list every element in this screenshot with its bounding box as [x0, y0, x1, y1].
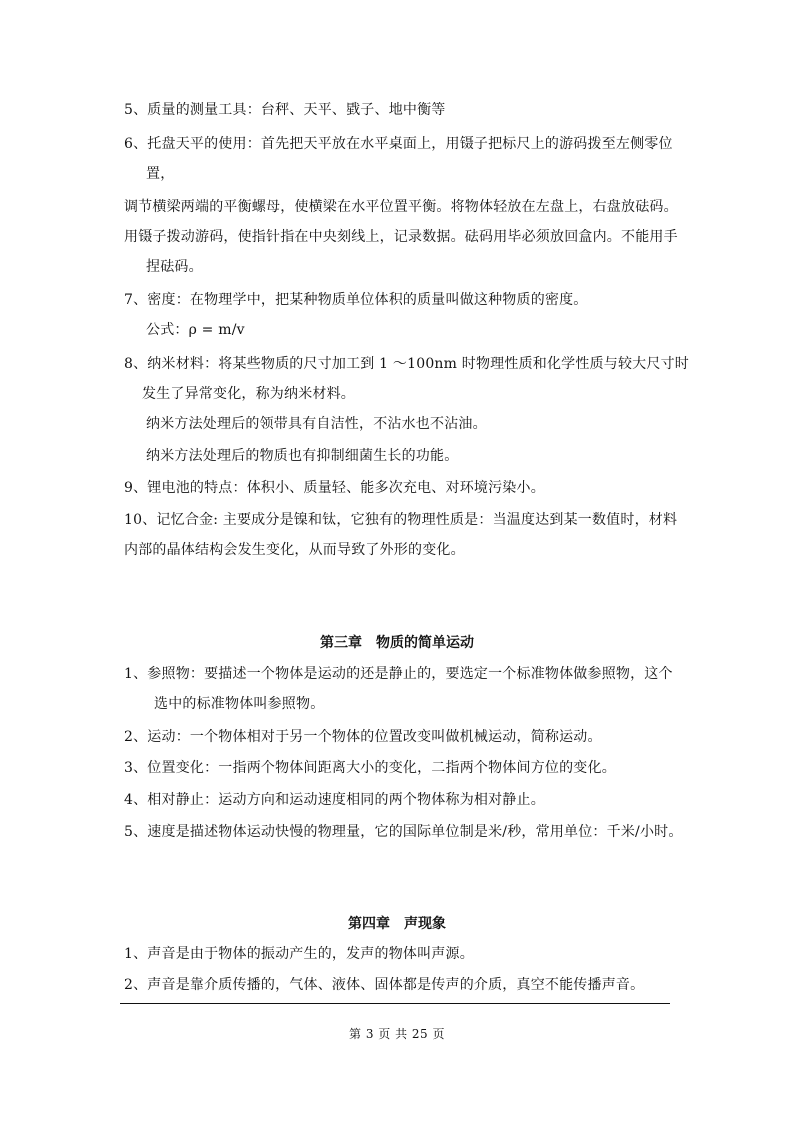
item-10-memory-alloy-line-2: 内部的晶体结构会发生变化，从而导致了外形的变化。 — [124, 542, 465, 558]
ch3-item-1-reference-line-1: 1、参照物：要描述一个物体是运动的还是静止的，要选定一个标准物体做参照物，这个 — [124, 666, 673, 682]
item-9-lithium-battery: 9、锂电池的特点：体积小、质量轻、能多次充电、对环境污染小。 — [124, 480, 545, 496]
page-number: 第 3 页 共 25 页 — [349, 1027, 445, 1041]
ch3-item-3-position-change: 3、位置变化：一指两个物体间距离大小的变化，二指两个物体间方位的变化。 — [124, 760, 616, 776]
footer-divider — [120, 1003, 670, 1004]
item-6-balance-usage-line-3: 调节横梁两端的平衡螺母，使横梁在水平位置平衡。将物体轻放在左盘上，右盘放砝码。 — [124, 199, 678, 215]
chapter-4-title: 第四章 声现象 — [348, 916, 446, 932]
ch4-item-1-sound-source: 1、声音是由于物体的振动产生的，发声的物体叫声源。 — [124, 946, 474, 962]
item-5-measuring-tools: 5、质量的测量工具：台秤、天平、戥子、地中衡等 — [124, 102, 446, 118]
ch3-item-2-motion: 2、运动：一个物体相对于另一个物体的位置改变叫做机械运动，简称运动。 — [124, 729, 602, 745]
item-6-balance-usage-line-1: 6、托盘天平的使用：首先把天平放在水平桌面上，用镊子把标尺上的游码拨至左侧零位 — [124, 136, 673, 152]
item-8-nanomaterials-note-2: 纳米方法处理后的物质也有抑制细菌生长的功能。 — [146, 448, 459, 464]
item-7-density-formula: 公式：ρ = m/v — [146, 322, 245, 338]
item-10-memory-alloy-line-1: 10、记忆合金: 主要成分是镍和钛，它独有的物理性质是：当温度达到某一数值时，材料 — [124, 512, 678, 528]
ch3-item-1-reference-line-2: 选中的标准物体叫参照物。 — [154, 696, 325, 712]
item-6-balance-usage-line-5: 捏砝码。 — [146, 259, 203, 275]
ch3-item-4-relative-rest: 4、相对静止：运动方向和运动速度相同的两个物体称为相对静止。 — [124, 792, 545, 808]
item-7-density: 7、密度：在物理学中，把某种物质单位体积的质量叫做这种物质的密度。 — [124, 292, 588, 308]
ch4-item-2-sound-medium: 2、声音是靠介质传播的，气体、液体、固体都是传声的介质，真空不能传播声音。 — [124, 977, 645, 993]
item-8-nanomaterials-line-1: 8、纳米材料：将某些物质的尺寸加工到 1 ～100nm 时物理性质和化学性质与较大尺寸时 — [124, 356, 689, 372]
item-6-balance-usage-line-2: 置， — [146, 166, 175, 182]
item-8-nanomaterials-line-2: 发生了异常变化，称为纳米材料。 — [142, 386, 355, 402]
chapter-3-title: 第三章 物质的简单运动 — [320, 635, 474, 651]
ch3-item-5-speed: 5、速度是描述物体运动快慢的物理量，它的国际单位制是米/秒，常用单位：千米/小时。 — [124, 824, 683, 840]
item-6-balance-usage-line-4: 用镊子拨动游码，使指针指在中央刻线上，记录数据。砝码用毕必须放回盒内。不能用手 — [124, 229, 678, 245]
item-8-nanomaterials-note-1: 纳米方法处理后的领带具有自洁性，不沾水也不沾油。 — [146, 416, 487, 432]
